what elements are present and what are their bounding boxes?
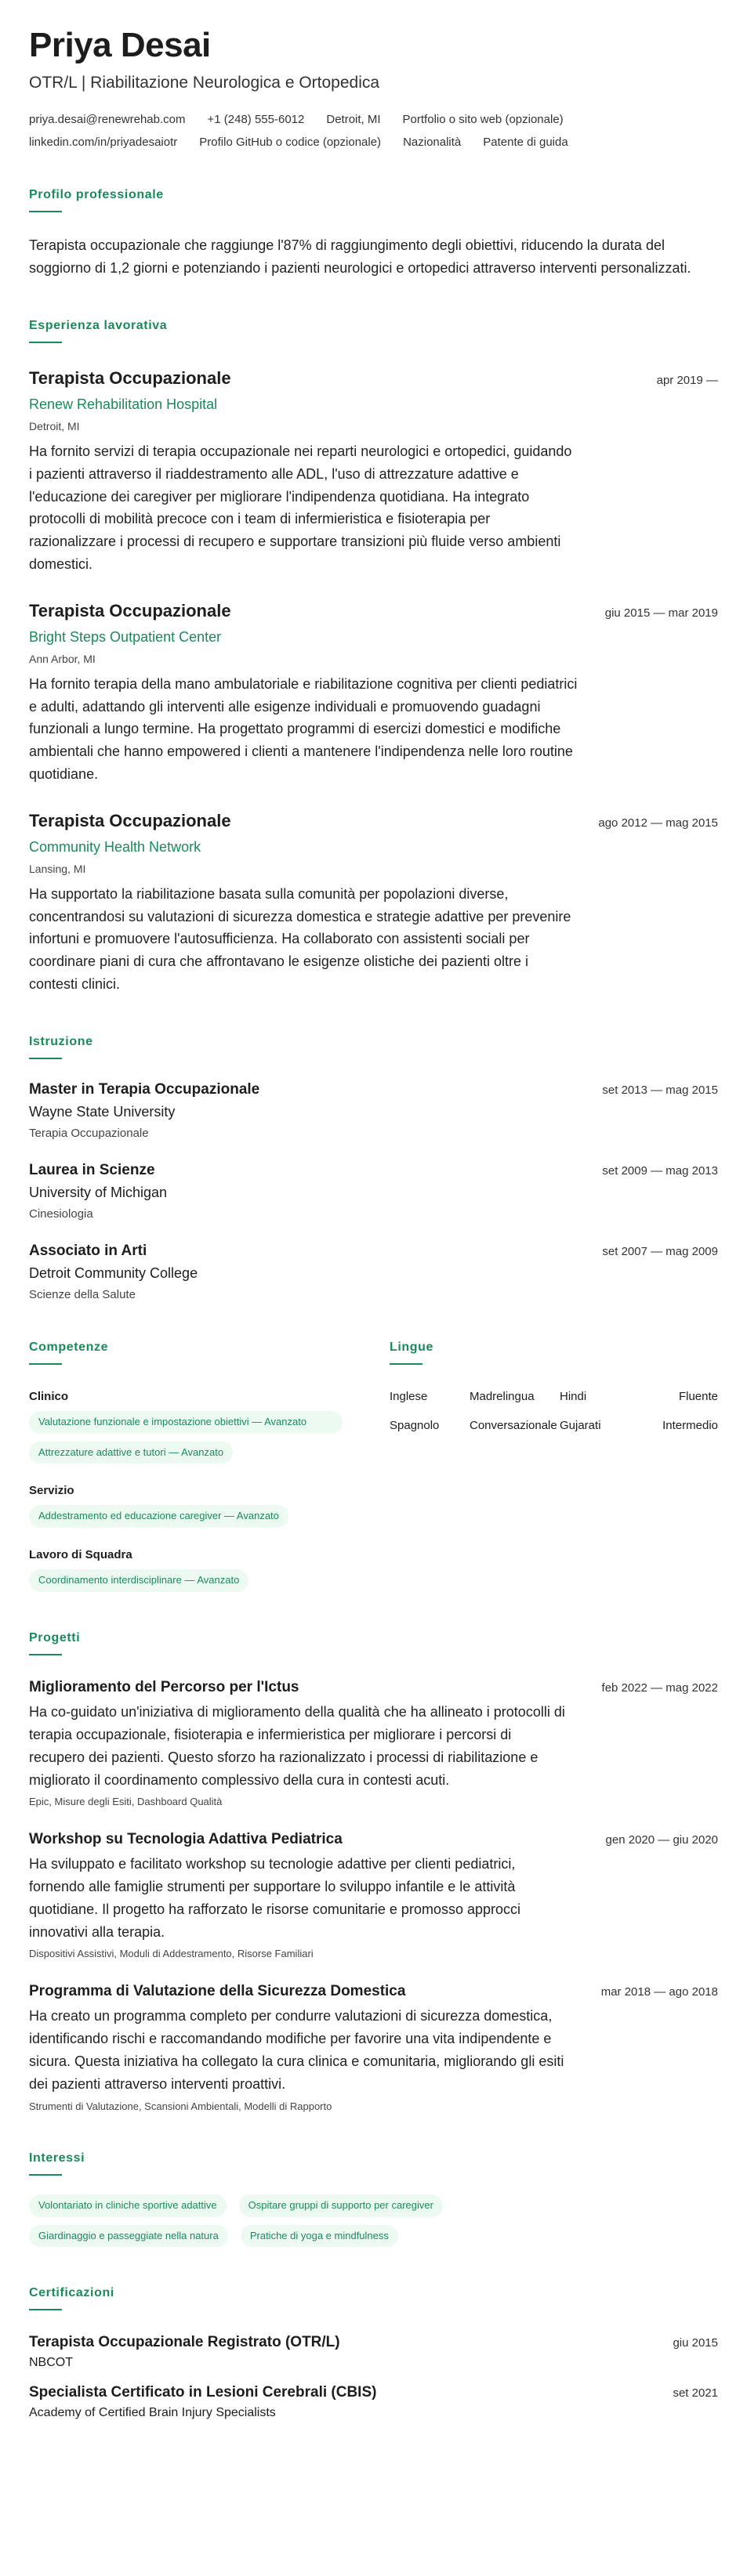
skill-chip: Addestramento ed educazione caregiver — Avanzato [29,1505,288,1528]
study-field: Scienze della Salute [29,1287,136,1301]
project-title: Workshop su Tecnologia Adattiva Pediatrica [29,1831,343,1848]
contact-portfolio[interactable]: Portfolio o sito web (opzionale) [402,113,564,127]
language-name: Hindi [560,1389,587,1403]
job-entry [29,368,718,576]
section-title: Profilo professionale [29,188,164,202]
contact-location: Detroit, MI [326,113,381,127]
education-dates: set 2007 — mag 2009 [602,1244,718,1258]
degree-title: Master in Terapia Occupazionale [29,1080,260,1098]
certifications-section [29,2286,718,2420]
job-company: Community Health Network [29,838,201,855]
skill-category: Clinico [29,1389,69,1403]
section-divider [29,2174,62,2176]
education-dates: set 2013 — mag 2015 [602,1083,718,1097]
project-description: Ha creato un programma completo per condurre valutazioni di sicurezza domestica, identificando rischi e raccomandando modifiche per favorire una vita indipendente e sicura. Questa iniziativa ha collegato la cura clinica e comunitaria, migliorando gli esiti dei pazienti attraverso interventi proattivi. [29,2008,564,2092]
school-name: Wayne State University [29,1103,176,1120]
section-title: Istruzione [29,1034,93,1048]
project-tools: Epic, Misure degli Esiti, Dashboard Qualità [29,1796,223,1808]
project-tools: Dispositivi Assistivi, Moduli di Addestramento, Risorse Familiari [29,1948,314,1960]
project-entry [29,1679,718,1807]
skill-chip: Attrezzature adattive e tutori — Avanzato [29,1442,233,1464]
job-dates: giu 2015 — mar 2019 [604,606,718,620]
section-divider [390,1363,422,1365]
languages-section [390,1340,718,1592]
skill-chip: Valutazione funzionale e impostazione obiettivi — Avanzato [29,1411,343,1434]
skill-category: Lavoro di Squadra [29,1548,132,1562]
job-location: Detroit, MI [29,419,80,432]
section-divider [29,342,62,343]
project-title: Miglioramento del Percorso per l'Ictus [29,1679,299,1696]
skill-chip: Coordinamento interdisciplinare — Avanzato [29,1569,248,1592]
contact-phone[interactable]: +1 (248) 555-6012 [207,113,305,127]
contact-nationality: Nazionalità [403,136,462,150]
experience-section [29,319,718,996]
contact-list [29,113,687,149]
education-entry [29,1081,718,1140]
language-level: Conversazionale [470,1418,557,1432]
language-level: Fluente [678,1389,718,1403]
degree-title: Laurea in Scienze [29,1161,155,1178]
school-name: Detroit Community College [29,1264,198,1281]
certification-entry [29,2334,718,2370]
project-dates: gen 2020 — giu 2020 [605,1833,718,1847]
skills-languages-row [29,1340,718,1592]
interest-chip: Volontariato in cliniche sportive adattive [29,2194,227,2217]
job-location: Ann Arbor, MI [29,652,96,665]
summary-section [29,188,718,280]
education-section [29,1035,718,1301]
certification-title: Terapista Occupazionale Registrato (OTR/L) [29,2334,340,2351]
job-title: Terapista Occupazionale [29,600,231,620]
certification-date: giu 2015 [673,2336,718,2350]
language-name: Spagnolo [390,1418,440,1432]
interest-chip: Ospitare gruppi di supporto per caregiver [239,2194,443,2217]
job-description: Ha fornito terapia della mano ambulatoriale e riabilitazione cognitiva per clienti pediatrici e adulti, adattando gli interventi alle esigenze individuali e promuovendo guadagni funzionali a lungo termine. Ha progettato programmi di esercizi domestici e modifiche ambientali che hanno empowered i clienti a mantenere l'indipendenza nelle loro routine quotidiane. [29,675,578,782]
job-description: Ha fornito servizi di terapia occupazionale nei reparti neurologici e ortopedici, guidando i pazienti attraverso il riaddestramento alle ADL, l'uso di attrezzature adattive e l'educazione dei caregiver per migliorare l'indipendenza quotidiana. Ha integrato protocolli di mobilità precoce con i team di infermieristica e fisioterapia per razionalizzare i processi di recupero e supportare transizioni più fluide verso ambienti domestici. [29,443,572,572]
candidate-name: Priya Desai [29,26,211,64]
education-entry [29,1162,718,1221]
section-title: Progetti [29,1631,81,1645]
education-dates: set 2009 — mag 2013 [602,1163,718,1178]
section-divider [29,1654,62,1655]
job-title: Terapista Occupazionale [29,367,231,388]
project-dates: feb 2022 — mag 2022 [601,1681,718,1695]
language-level: Madrelingua [470,1389,535,1403]
section-divider [29,2309,62,2310]
job-dates: apr 2019 — [656,373,718,387]
certification-title: Specialista Certificato in Lesioni Cerebrali (CBIS) [29,2384,377,2401]
section-divider [29,211,62,212]
project-title: Programma di Valutazione della Sicurezza Domestica [29,1983,406,2000]
skill-category: Servizio [29,1484,74,1498]
section-title: Certificazioni [29,2286,114,2300]
interest-list [29,2194,625,2248]
language-name: Gujarati [560,1418,601,1432]
certification-entry [29,2384,718,2420]
certification-issuer: Academy of Certified Brain Injury Specialists [29,2406,276,2420]
job-description: Ha supportato la riabilitazione basata sulla comunità per popolazioni diverse, concentrandosi su valutazioni di sicurezza domestica e strategie adattive per prevenire infortuni e promuovere l'autosufficienza. Ha collaborato con assistenti sociali per coordinare piani di cura che affrontavano le esigenze olistiche dei pazienti oltre i contesti clinici. [29,885,571,992]
contact-email[interactable]: priya.desai@renewrehab.com [29,113,186,127]
resume-header [29,27,718,149]
job-company: Bright Steps Outpatient Center [29,628,222,645]
skills-section [29,1340,358,1592]
job-entry [29,811,718,996]
summary-text: Terapista occupazionale che raggiunge l'87% di raggiungimento degli obiettivi, riducendo la durata del soggiorno di 1,2 giorni e potenziando i pazienti neurologici e ortopedici attraverso interventi personalizzati. [29,237,691,277]
contact-driving-license: Patente di guida [483,136,568,150]
certification-date: set 2021 [673,2386,718,2401]
languages-grid [390,1390,718,1432]
project-entry [29,1983,718,2111]
degree-title: Associato in Arti [29,1242,147,1259]
interests-section [29,2151,718,2248]
language-level: Intermedio [662,1418,718,1432]
project-dates: mar 2018 — ago 2018 [600,1985,718,1999]
section-title: Lingue [390,1340,434,1354]
job-company: Renew Rehabilitation Hospital [29,396,218,412]
job-dates: ago 2012 — mag 2015 [598,816,718,830]
contact-github[interactable]: Profilo GitHub o codice (opzionale) [199,136,382,150]
education-entry [29,1243,718,1301]
study-field: Terapia Occupazionale [29,1126,149,1140]
interest-chip: Pratiche di yoga e mindfulness [241,2225,398,2248]
job-title: Terapista Occupazionale [29,810,231,830]
study-field: Cinesiologia [29,1207,93,1221]
interest-chip: Giardinaggio e passeggiate nella natura [29,2225,228,2248]
school-name: University of Michigan [29,1184,168,1200]
section-divider [29,1058,62,1059]
language-name: Inglese [390,1389,428,1403]
project-entry [29,1831,718,1959]
contact-linkedin[interactable]: linkedin.com/in/priyadesaiotr [29,136,178,150]
job-entry [29,601,718,786]
candidate-headline: OTR/L | Riabilitazione Neurologica e Ortopedica [29,74,380,92]
section-title: Esperienza lavorativa [29,318,168,332]
section-title: Competenze [29,1340,109,1354]
job-location: Lansing, MI [29,862,86,875]
project-description: Ha co-guidato un'iniziativa di miglioramento della qualità che ha allineato i protocolli di terapia occupazionale, fisioterapia e infermieristica per migliorare i percorsi di recupero dei pazienti. Questo sforzo ha razionalizzato i processi di riabilitazione e migliorato il coordinamento complessivo della cura in contesti acuti. [29,1704,565,1788]
section-title: Interessi [29,2151,85,2165]
section-divider [29,1363,62,1365]
certification-issuer: NBCOT [29,2356,73,2370]
project-tools: Strumenti di Valutazione, Scansioni Ambientali, Modelli di Rapporto [29,2100,332,2112]
project-description: Ha sviluppato e facilitato workshop su tecnologie adattive per clienti pediatrici, fornendo alle famiglie strumenti per supportare lo sviluppo infantile e le attività quotidiane. Il progetto ha rafforzato le risorse comunitarie e promosso approcci innovativi alla terapia. [29,1856,521,1940]
projects-section [29,1631,718,2112]
